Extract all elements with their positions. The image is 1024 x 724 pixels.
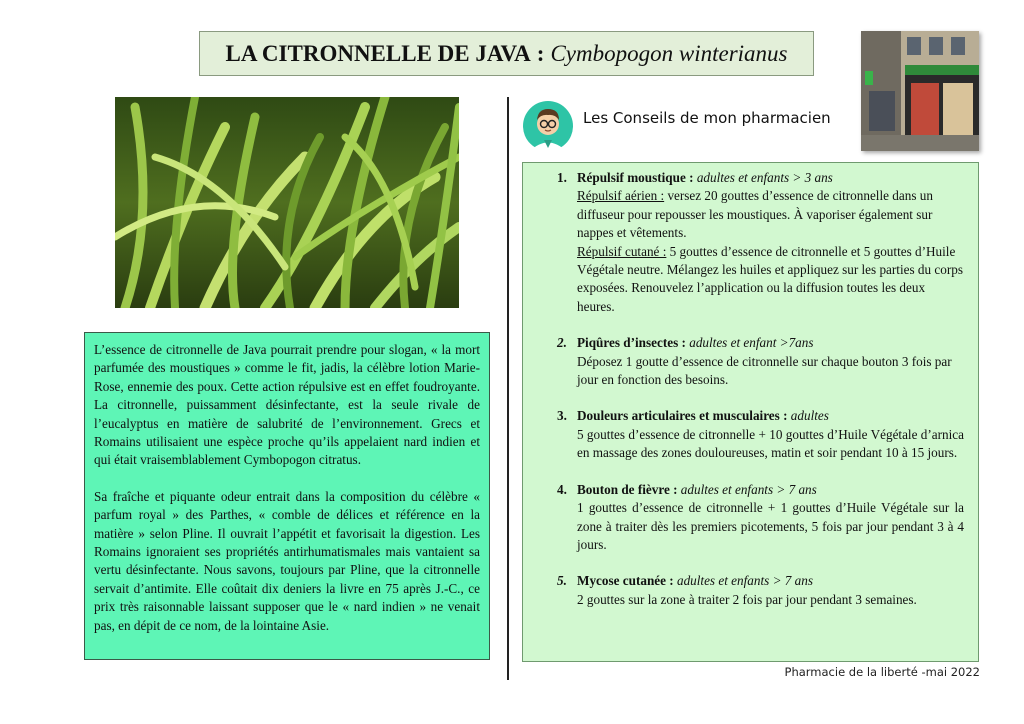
title-separator: : <box>536 40 545 66</box>
footer-credit: Pharmacie de la liberté -mai 2022 <box>784 665 980 679</box>
tip-text: 5 gouttes d’essence de citronnelle + 10 gouttes d’Huile Végétale d’arnica en massage des zones douloureuses, matin et soir pendant 10 à 15 jours. <box>577 426 964 461</box>
tip-number: 1. <box>557 170 567 185</box>
tip-heading: Mycose cutanée : <box>577 573 674 589</box>
tip-sub-label: Répulsif cutané : <box>577 243 667 259</box>
lemongrass-photo <box>115 97 459 308</box>
tip-heading: Répulsif moustique : <box>577 170 694 185</box>
tip-text: 2 gouttes sur la zone à traiter 2 fois par jour pendant 3 semaines. <box>577 591 917 607</box>
pharmacy-storefront-photo <box>861 31 979 151</box>
tips-box <box>522 162 979 662</box>
tip-heading: Piqûres d’insectes : <box>577 335 686 351</box>
tip-audience: adultes <box>790 408 829 424</box>
tip-audience: adultes et enfants > 7 ans <box>680 481 817 497</box>
intro-text-box <box>84 332 490 660</box>
tip-text: 1 gouttes d’essence de citronnelle + 1 gouttes d’Huile Végétale sur la zone à traiter dès les premiers picotements, 5 fois par jour pendant 3 à 4 jours. <box>577 500 964 552</box>
tip-text: Déposez 1 goutte d’essence de citronnelle sur chaque bouton 3 fois par jour en fonction des besoins. <box>577 353 952 388</box>
tip-number: 2. <box>557 335 567 351</box>
pharmacist-advice-heading: Les Conseils de mon pharmacien <box>583 109 831 127</box>
tip-heading: Bouton de fièvre : <box>577 481 678 497</box>
tip-audience: adultes et enfants > 3 ans <box>696 170 833 185</box>
tip-item <box>537 572 964 609</box>
tip-item <box>537 169 964 316</box>
tip-number: 5. <box>557 573 567 589</box>
storefront-image <box>861 31 979 151</box>
tip-number: 3. <box>557 408 567 424</box>
tip-item <box>537 481 964 555</box>
page-title <box>199 31 814 76</box>
title-main: LA CITRONNELLE DE JAVA <box>225 40 531 66</box>
intro-paragraph-1: L’essence de citronnelle de Java pourrait prendre pour slogan, « la mort parfumée des moustiques » comme le fit, jadis, la célèbre lotion Marie-Rose, ennemie des poux. Cette action répulsive est en effet foudroyante. La citronnelle, puissamment désinfectante, est la seule rivale de l’eucalyptus en matière de salubrité de l’environnement. Grecs et Romains utilisaient une espèce proche qu’ils appelaient nard indien et qui était vraisemblablement Cymbopogon citratus. <box>94 342 480 468</box>
tip-audience: adultes et enfant >7ans <box>689 335 814 351</box>
tip-audience: adultes et enfants > 7 ans <box>676 573 813 589</box>
pharmacist-avatar-icon <box>522 98 574 153</box>
tip-number: 4. <box>557 481 567 497</box>
tip-item <box>537 407 964 462</box>
tip-item <box>537 334 964 389</box>
column-divider <box>507 97 509 680</box>
tip-sub-text: versez 20 gouttes d’essence de citronnelle dans un diffuseur pour repousser les moustiques. À vaporiser également sur nappes et vêtements. <box>577 188 933 241</box>
tip-sub-label: Répulsif aérien : <box>577 188 665 204</box>
intro-paragraph-2: Sa fraîche et piquante odeur entrait dans la composition du célèbre « parfum royal » des Parthes, « comble de délices et référence en la matière » selon Pline. Il ouvrait l’appétit et favorisait la digestion. Les Romains ignoraient ses propriétés antirhumatismales mais vantaient sa vertu désinfectante. Nous savons, toujours par Pline, que la citronnelle servait d’antimite. Elle coûtait dix deniers la livre en 75 après J.-C., ce prix très raisonnable laissant supposer que le « nard indien » ne venait pas, en dépit de ce nom, de la lointaine Asie. <box>94 488 480 633</box>
lemongrass-image <box>115 97 459 308</box>
tip-sub-text: 5 gouttes d’essence de citronnelle et 5 gouttes d’Huile Végétale neutre. Mélangez les huiles et appliquez sur les parties du corps exposées. Renouvelez l’application ou la diffusion toutes les deux heures. <box>577 243 963 314</box>
tip-heading: Douleurs articulaires et musculaires : <box>577 408 788 424</box>
title-latin-name: Cymbopogon winterianus <box>550 40 788 66</box>
